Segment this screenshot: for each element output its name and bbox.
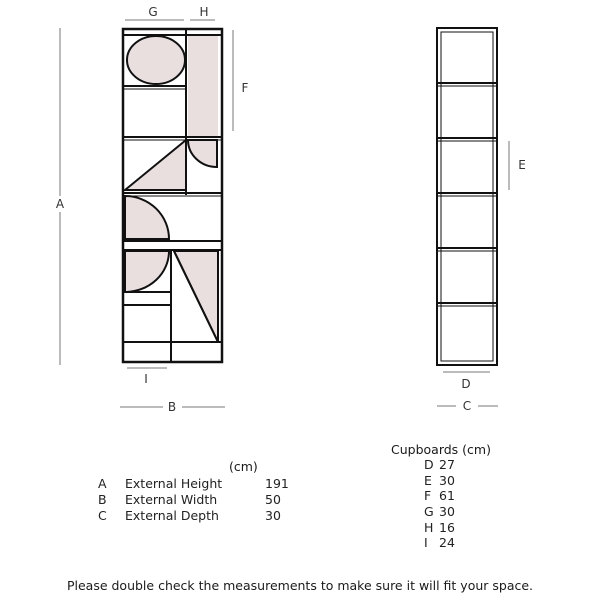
table-row (424, 535, 464, 550)
row-key: D (424, 457, 434, 472)
dim-label-e: E (518, 158, 526, 172)
dim-label-i: I (144, 372, 148, 386)
front-view-bookcase (122, 29, 223, 362)
dim-label-b: B (167, 400, 177, 414)
row-value: 30 (265, 508, 281, 523)
row-key: A (98, 476, 107, 491)
dim-label-c: C (462, 399, 472, 413)
row-key: H (424, 520, 434, 535)
dim-label-d: D (461, 377, 471, 391)
row-value: 27 (439, 457, 455, 472)
row-name: External Depth (125, 508, 219, 523)
row-name: External Height (125, 476, 223, 491)
row-key: E (424, 473, 432, 488)
table-row (98, 508, 281, 523)
row-value: 30 (439, 473, 455, 488)
row-value: 30 (439, 504, 455, 519)
row-value: 16 (439, 520, 455, 535)
table-row (424, 473, 464, 488)
table-row (424, 504, 464, 519)
table-row (424, 520, 464, 535)
dim-label-g: G (148, 5, 158, 19)
table-row (424, 488, 464, 503)
row-key: B (98, 492, 107, 507)
dim-label-f: F (241, 81, 249, 95)
row-key: C (98, 508, 107, 523)
row-key: I (424, 535, 428, 550)
table-row (98, 492, 281, 507)
table-row (424, 457, 464, 472)
row-key: G (424, 504, 434, 519)
unit-label: (cm) (229, 459, 258, 474)
dim-label-a: A (55, 197, 65, 211)
row-value: 191 (265, 476, 289, 491)
side-view-bookcase (437, 28, 497, 365)
row-value: 24 (439, 535, 455, 550)
row-name: External Width (125, 492, 218, 507)
row-key: F (424, 488, 432, 503)
row-value: 50 (265, 492, 281, 507)
footer-note: Please double check the measurements to make sure it will fit your space. (66, 578, 534, 593)
row-value: 61 (439, 488, 455, 503)
table-row (98, 476, 289, 491)
cupboards-title: Cupboards (cm) (391, 442, 491, 457)
dim-label-h: H (199, 5, 209, 19)
